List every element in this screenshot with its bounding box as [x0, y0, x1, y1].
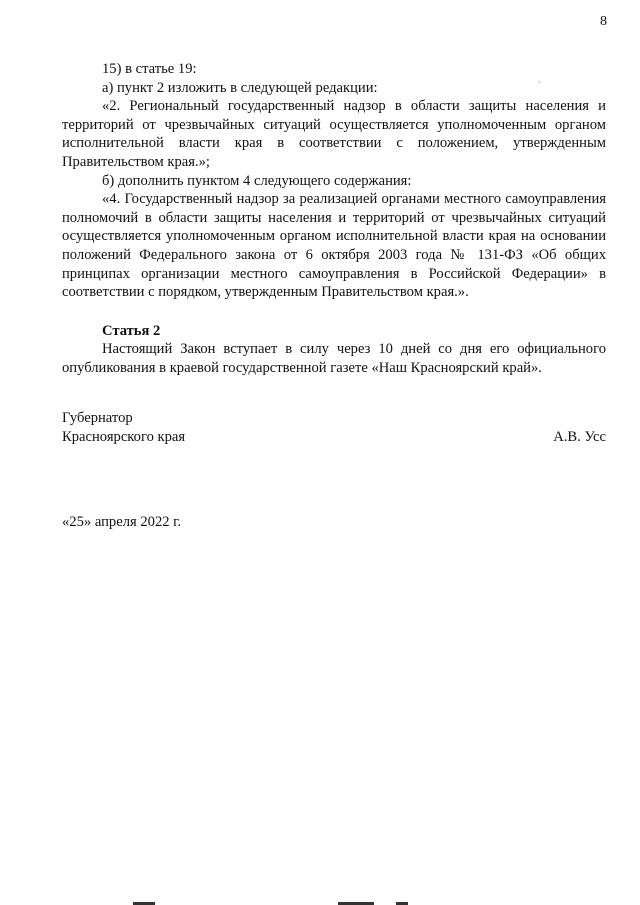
page-number: 8	[600, 14, 607, 29]
document-body	[62, 60, 606, 378]
scan-speck: `	[538, 80, 541, 90]
signatory-title-line2: Красноярского края	[62, 429, 186, 445]
subitem-b: б) дополнить пунктом 4 следующего содержания:	[102, 172, 412, 189]
article-2-text: Настоящий Закон вступает в силу через 10 дней со дня его официального опубликования в краевой государственной газете «Наш Красноярский край».	[62, 341, 606, 376]
signature-block	[62, 409, 606, 447]
signatory-name: А.В. Усс	[553, 429, 606, 445]
quoted-point-4: «4. Государственный надзор за реализацией органами местного самоуправления полномочий в области защиты населения и территорий от чрезвычайных ситуаций осуществляется уполномоченным органом исполнительной власти края на основании положений Федерального закона от 6 октября 2003 года № 131-ФЗ «Об общих принципах организации местного самоуправления в Российской Федерации» в соответствии с порядком, утвержденным Правительством края.».	[62, 191, 606, 301]
article-2-heading: Статья 2	[102, 322, 161, 339]
document-date: «25» апреля 2022 г.	[62, 514, 182, 530]
signatory-title-line1: Губернатор	[62, 410, 133, 426]
subitem-a: а) пункт 2 изложить в следующей редакции:	[102, 79, 378, 96]
item-15-intro: 15) в статье 19:	[102, 61, 197, 77]
quoted-point-2: «2. Региональный государственный надзор в области защиты населения и территорий от чрезвычайных ситуаций осуществляется уполномоченным органом исполнительной власти края в соответствии с положением, утвержденным Правительством края.»;	[62, 98, 606, 170]
